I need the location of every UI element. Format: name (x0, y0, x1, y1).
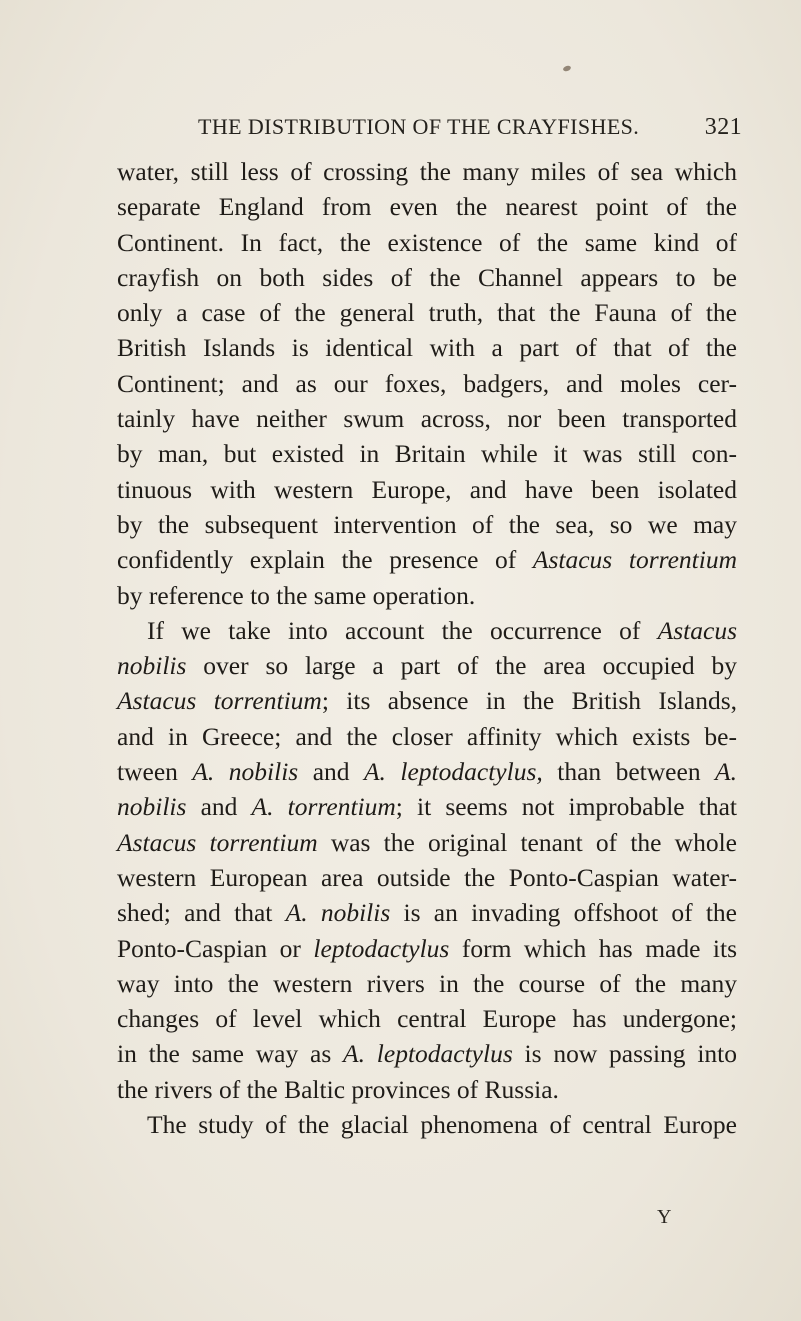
text-line (117, 931, 737, 966)
text-segment: was the original tenant of the whole (317, 827, 737, 857)
text-segment: form which has made its (449, 933, 737, 963)
italic-segment: nobilis (117, 792, 187, 822)
text-segment: The study of the glacial phenomena of central Europe (147, 1110, 737, 1140)
text-line (117, 1001, 737, 1036)
italic-segment: A. leptodactylus, (363, 757, 543, 787)
text-segment: in the same way as (117, 1039, 344, 1069)
italic-segment: A. (715, 757, 737, 787)
text-line (117, 366, 737, 401)
text-line (117, 1036, 737, 1071)
text-segment: and (298, 757, 364, 787)
running-title: THE DISTRIBUTION OF THE CRAYFISHES. (198, 114, 640, 139)
text-segment: way into the western rivers in the course of the many (117, 968, 737, 998)
text-segment: by reference to the same operation. (117, 580, 476, 610)
text-line (117, 683, 737, 718)
text-line (117, 542, 737, 577)
text-line (117, 966, 737, 1001)
italic-segment: Astacus torrentium (117, 827, 318, 857)
italic-segment: A. leptodactylus (343, 1039, 513, 1069)
text-segment: shed; and that (117, 898, 286, 928)
text-segment: tainly have neither swum across, nor been transported (117, 404, 737, 434)
ink-blemish (562, 65, 571, 72)
text-line (117, 330, 737, 365)
text-line (117, 401, 737, 436)
italic-segment: Astacus (657, 615, 737, 645)
text-line (117, 472, 737, 507)
text-segment: changes of level which central Europe has undergone; (117, 1004, 737, 1034)
text-segment: is now passing into (512, 1039, 738, 1069)
text-segment: Continent. In fact, the existence of the same kind of (117, 227, 737, 257)
text-segment: separate England from even the nearest point of the (117, 192, 737, 222)
text-line (117, 860, 737, 895)
text-line (117, 225, 737, 260)
text-segment: confidently explain the presence of (117, 545, 533, 575)
italic-segment: A. nobilis (285, 898, 391, 928)
text-segment: over so large a part of the area occupied by (186, 651, 737, 681)
text-line (117, 260, 737, 295)
text-line (117, 789, 737, 824)
text-line (117, 507, 737, 542)
text-segment: tween (117, 757, 193, 787)
text-segment: water, still less of crossing the many miles of sea which (117, 157, 737, 186)
text-segment: Ponto-Caspian or (117, 933, 314, 963)
text-segment: only a case of the general truth, that the Fauna of the (117, 298, 737, 328)
running-head (110, 114, 742, 144)
body-text (117, 154, 737, 1142)
text-segment: western European area outside the Ponto-Caspian water- (117, 862, 737, 892)
italic-segment: A. torrentium (251, 792, 396, 822)
signature-mark: Y (657, 1206, 672, 1228)
text-line (117, 719, 737, 754)
text-line (117, 578, 737, 613)
text-segment: If we take into account the occurrence of (147, 615, 658, 645)
text-line (117, 754, 737, 789)
text-segment: ; its absence in the British Islands, (321, 686, 737, 716)
text-line (117, 895, 737, 930)
text-segment: and (186, 792, 252, 822)
text-segment: ; it seems not improbable that (395, 792, 738, 822)
text-segment: by man, but existed in Britain while it was still con- (117, 439, 737, 469)
text-segment: the rivers of the Baltic provinces of Russia. (117, 1074, 559, 1104)
text-segment: British Islands is identical with a part of that of the (117, 333, 737, 363)
text-line (117, 613, 737, 648)
text-segment: than between (542, 757, 716, 787)
text-line (117, 154, 737, 189)
italic-segment: Astacus torrentium (117, 686, 322, 716)
text-segment: crayfish on both sides of the Channel appears to be (117, 262, 737, 292)
text-line (117, 825, 737, 860)
text-segment: tinuous with western Europe, and have been isolated (117, 474, 737, 504)
text-segment: Continent; and as our foxes, badgers, and moles cer- (117, 368, 737, 398)
text-line (117, 189, 737, 224)
italic-segment: leptodactylus (313, 933, 450, 963)
text-segment: is an invading offshoot of the (390, 898, 737, 928)
text-line (117, 1072, 737, 1107)
text-line (117, 648, 737, 683)
text-line (117, 1107, 737, 1142)
italic-segment: nobilis (117, 651, 187, 681)
text-line (117, 295, 737, 330)
text-segment: and in Greece; and the closer affinity which exists be- (117, 721, 737, 751)
page-number: 321 (704, 114, 742, 140)
italic-segment: Astacus torrentium (532, 545, 737, 575)
text-line (117, 436, 737, 471)
italic-segment: A. nobilis (192, 757, 299, 787)
text-segment: by the subsequent intervention of the sea, so we may (117, 509, 737, 539)
